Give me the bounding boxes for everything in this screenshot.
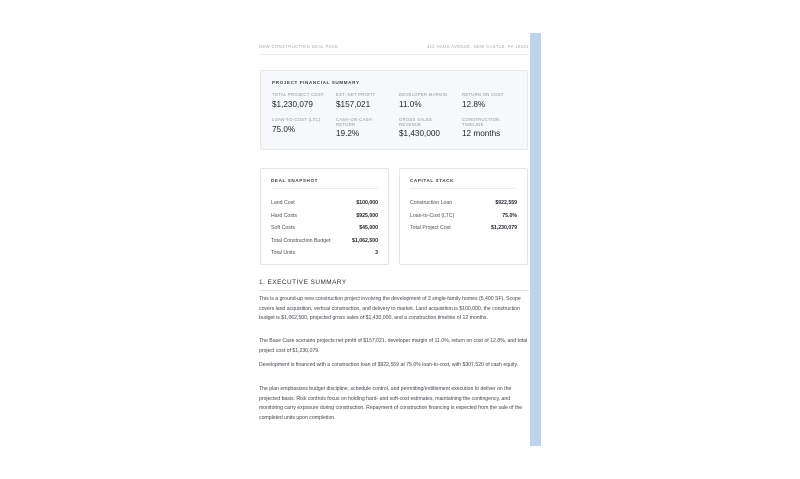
- row-label: Land Cost: [271, 200, 295, 206]
- snapshot-row-total-units: [271, 250, 378, 256]
- metric-label: LOAN-TO-COST (LTC): [272, 117, 321, 122]
- row-label: Loan-to-Cost (LTC): [410, 212, 455, 219]
- row-value: $45,000: [359, 225, 378, 231]
- card-divider: [410, 188, 517, 189]
- row-value: 75.0%: [502, 212, 517, 219]
- summary-paragraph: The Base Case scenario projects net profit of $157,021, developer margin of 11.0%, return on cost of 12.8%, and total project cost of $1,230,079.: [259, 338, 528, 354]
- scrollbar-track[interactable]: [530, 33, 541, 446]
- capital-stack-card: [399, 168, 528, 265]
- row-label: Hard Costs: [271, 212, 297, 219]
- metric-value: 75.0%: [272, 124, 296, 134]
- header-divider: [259, 54, 529, 55]
- summary-paragraph: This is a ground-up new construction project involving the development of 3 single-family homes (5,400 SF). Scope covers land acquisition, vertical construction, and delivery to market. Land acquisition is $100,000, the construction budget is $1,062,500, projected gross sales of $1,430,000, and a construction timeline of 12 months.: [259, 296, 521, 322]
- metric-cash-on-cash: [336, 118, 380, 138]
- row-label: Total Units: [271, 250, 296, 256]
- metric-label: GROSS SALES REVENUE: [399, 117, 433, 127]
- deal-snapshot-title: DEAL SNAPSHOT: [271, 178, 319, 183]
- document-page: [259, 34, 529, 446]
- metric-value: $1,230,079: [272, 99, 313, 109]
- capital-row-total-project-cost: [410, 225, 517, 231]
- summary-paragraph: Development is financed with a construction loan of $922,559 at 75.0% loan-to-cost, with $307,520 of cash equity.: [259, 362, 519, 368]
- metric-label: RETURN ON COST: [462, 92, 504, 97]
- metric-total-project-cost: [272, 93, 334, 109]
- metric-label: TOTAL PROJECT COST: [272, 92, 324, 97]
- running-header: [259, 44, 529, 49]
- row-value: 3: [375, 250, 378, 256]
- metric-construction-timeline: [462, 118, 510, 138]
- section-divider: [259, 290, 529, 291]
- snapshot-row-hard-costs: [271, 213, 378, 219]
- capital-row-construction-loan: [410, 200, 517, 206]
- metric-value: 12.8%: [462, 99, 486, 109]
- summary-paragraph: The plan emphasizes budget discipline, schedule control, and permitting/entitlement execution to deliver on the projected basis. Risk controls focus on holding hard- and soft-cost estimates, maintaining the contingency, and monitoring carry exposure during construction. Repayment of construction financing is expected from the sale of the completed units upon completion.: [259, 386, 523, 421]
- financial-summary-title: PROJECT FINANCIAL SUMMARY: [272, 80, 360, 85]
- metric-value: 11.0%: [399, 99, 422, 109]
- capital-row-ltc: [410, 213, 517, 219]
- row-label: Total Construction Budget: [271, 237, 331, 244]
- row-value: $922,559: [495, 200, 517, 206]
- metric-return-on-cost: [462, 93, 524, 109]
- header-doc-title: NEW CONSTRUCTION DEAL PACK: [259, 44, 339, 49]
- metric-value: 12 months: [462, 129, 501, 139]
- metric-value: $157,021: [336, 99, 371, 109]
- metric-label: EST. NET PROFIT: [336, 92, 376, 97]
- metric-label: CASH-ON-CASH RETURN: [336, 117, 372, 127]
- capital-stack-title: CAPITAL STACK: [410, 178, 455, 183]
- header-address: 412 HAUS AVENUE, NEW CASTLE, PA 16101: [426, 44, 529, 49]
- financial-summary-card: [260, 70, 528, 150]
- metric-label: DEVELOPER MARGIN: [399, 92, 448, 97]
- row-label: Construction Loan: [410, 200, 453, 206]
- row-label: Soft Costs: [271, 225, 295, 231]
- deal-snapshot-card: [260, 168, 389, 265]
- snapshot-row-land-cost: [271, 200, 378, 206]
- metric-value: $1,430,000: [399, 129, 440, 139]
- row-label: Total Project Cost: [410, 225, 451, 231]
- metric-developer-margin: [399, 93, 461, 109]
- metric-value: 19.2%: [336, 129, 360, 139]
- snapshot-row-soft-costs: [271, 225, 378, 231]
- card-divider: [271, 188, 378, 189]
- metric-loan-to-cost: [272, 118, 330, 134]
- row-value: $100,000: [356, 200, 378, 206]
- row-value: $925,000: [356, 212, 378, 219]
- row-value: $1,230,079: [491, 225, 517, 231]
- metric-net-profit: [336, 93, 398, 109]
- metric-label: CONSTRUCTION TIMELINE: [462, 117, 500, 127]
- metric-gross-sales: [399, 118, 439, 138]
- snapshot-row-construction-budget: [271, 238, 378, 244]
- row-value: $1,062,500: [352, 237, 378, 244]
- section-heading-executive-summary: 1. EXECUTIVE SUMMARY: [259, 279, 347, 286]
